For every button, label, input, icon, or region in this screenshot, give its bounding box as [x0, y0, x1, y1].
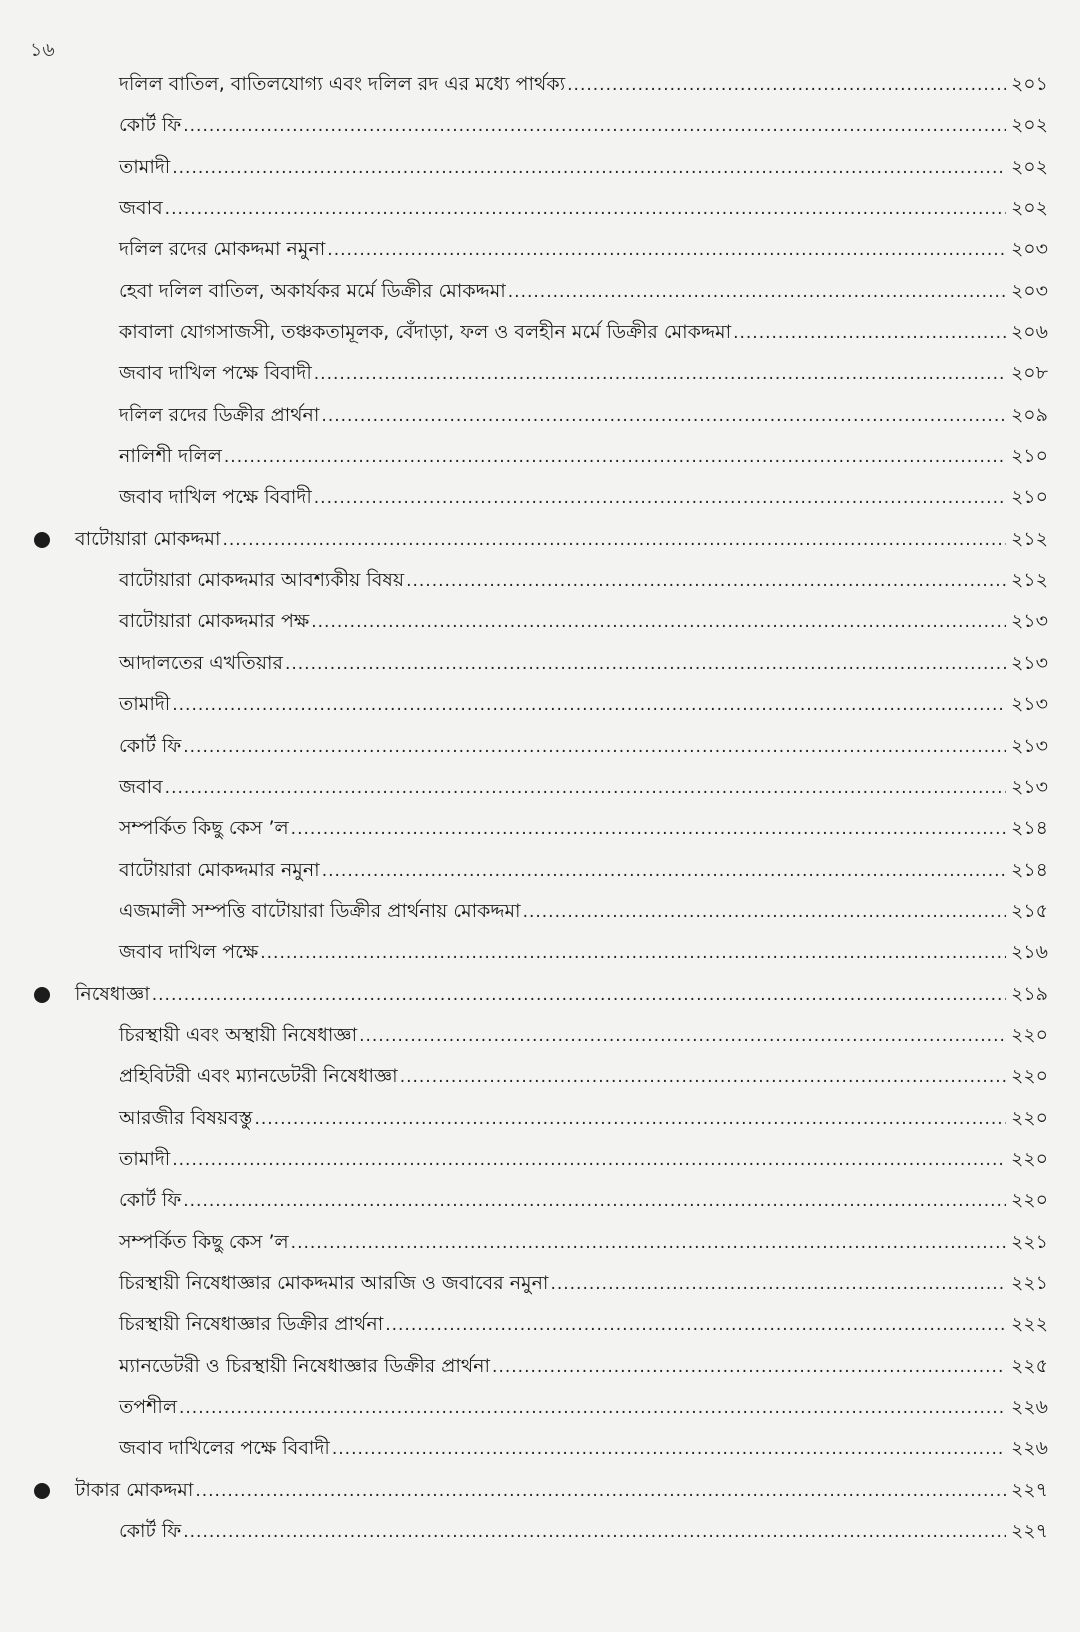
toc-entry	[28, 1056, 1048, 1097]
toc-entry-title: টাকার মোকদ্দমা	[75, 1478, 194, 1501]
toc-entry-title: তামাদী	[119, 693, 171, 716]
dot-leader	[179, 1388, 1006, 1429]
toc-entry-page: ২১৩	[1010, 610, 1048, 633]
bullet-icon	[34, 1483, 50, 1499]
toc-entry-title: প্রহিবিটরী এবং ম্যানডেটরী নিষেধাজ্ঞা	[119, 1065, 398, 1088]
dot-leader	[260, 933, 1006, 974]
toc-entry-page: ২২০	[1010, 1189, 1048, 1212]
toc-entry	[28, 395, 1048, 436]
toc-entry-title: সম্পর্কিত কিছু কেস ’ল	[119, 817, 289, 840]
dot-leader	[733, 313, 1006, 354]
toc-entry-title: নিষেধাজ্ঞা	[75, 982, 150, 1005]
dot-leader	[222, 520, 1006, 561]
toc-entry-page: ২১৯	[1010, 982, 1048, 1005]
toc-entry-title: বাটোয়ারা মোকদ্দমা	[75, 527, 221, 550]
dot-leader	[172, 685, 1006, 726]
toc-entry-title: দলিল বাতিল, বাতিলযোগ্য এবং দলিল রদ এর মধ্যে পার্থক্য	[119, 73, 566, 95]
bullet-icon	[34, 532, 50, 548]
toc-entry	[28, 1015, 1048, 1056]
dot-leader	[523, 892, 1006, 933]
toc-section-heading	[28, 974, 1048, 1015]
toc-entry	[28, 767, 1048, 808]
toc-entry-page: ২০২	[1010, 155, 1048, 178]
dot-leader	[254, 1099, 1006, 1140]
dot-leader	[492, 1347, 1006, 1388]
toc-entry-page: ২২০	[1010, 1147, 1048, 1170]
toc-entry	[28, 1098, 1048, 1139]
dot-leader	[195, 1471, 1006, 1512]
toc-entry-page: ২১৪	[1010, 858, 1048, 881]
toc-entry-page: ২১৪	[1010, 817, 1048, 840]
toc-entry-title: কোর্ট ফি	[119, 1520, 182, 1543]
toc-entry-title: কোর্ট ফি	[119, 734, 182, 757]
toc-entry	[28, 229, 1048, 270]
dot-leader	[385, 1305, 1006, 1346]
dot-leader	[165, 768, 1006, 809]
toc-entry	[28, 436, 1048, 477]
toc-entry-title: সম্পর্কিত কিছু কেস ’ল	[119, 1230, 289, 1253]
toc-entry	[28, 147, 1048, 188]
toc-entry-title: জবাব দাখিল পক্ষে	[119, 941, 259, 964]
toc-entry	[28, 312, 1048, 353]
toc-entry-title: তামাদী	[119, 155, 171, 178]
toc-entry	[28, 105, 1048, 146]
toc-entry	[28, 891, 1048, 932]
toc-entry-page: ২০৬	[1010, 321, 1048, 344]
toc-entry-page: ২০১	[1010, 73, 1048, 95]
dot-leader	[152, 975, 1006, 1016]
toc-entry	[28, 684, 1048, 725]
page-number: ১৬	[30, 39, 55, 61]
toc-entry	[28, 1346, 1048, 1387]
dot-leader	[314, 478, 1006, 519]
dot-leader	[165, 189, 1006, 230]
toc-entry-title: দলিল রদের ডিক্রীর প্রার্থনা	[119, 403, 320, 426]
toc-entry-page: ২২১	[1010, 1230, 1048, 1253]
dot-leader	[322, 851, 1006, 892]
toc-entry	[28, 1511, 1048, 1552]
toc-entry-page: ২১০	[1010, 445, 1048, 468]
dot-leader	[406, 561, 1006, 602]
toc-entry-page: ২০৩	[1010, 279, 1048, 302]
toc-entry-title: বাটোয়ারা মোকদ্দমার আবশ্যকীয় বিষয়	[119, 569, 405, 592]
toc-entry	[28, 560, 1048, 601]
toc-entry-title: নালিশী দলিল	[119, 445, 222, 468]
dot-leader	[400, 1057, 1006, 1098]
toc-entry-title: হেবা দলিল বাতিল, অকার্যকর মর্মে ডিক্রীর মোকদ্দমা	[119, 279, 506, 302]
toc-entry-page: ২০৯	[1010, 403, 1048, 426]
toc-entry	[28, 1304, 1048, 1345]
table-of-contents	[28, 64, 1048, 1552]
toc-entry-page: ২০৮	[1010, 362, 1048, 385]
toc-entry	[28, 1222, 1048, 1263]
toc-entry-page: ২২১	[1010, 1271, 1048, 1294]
toc-entry	[28, 271, 1048, 312]
toc-entry-page: ২১৩	[1010, 775, 1048, 798]
toc-entry-title: কোর্ট ফি	[119, 1189, 182, 1212]
toc-entry-title: কোর্ট ফি	[119, 114, 182, 137]
toc-entry	[28, 643, 1048, 684]
toc-entry-page: ২২৬	[1010, 1437, 1048, 1460]
toc-entry-title: তপশীল	[119, 1396, 177, 1418]
dot-leader	[311, 602, 1006, 643]
toc-entry-page: ২১২	[1010, 569, 1048, 592]
toc-entry-page: ২২০	[1010, 1106, 1048, 1129]
dot-leader	[332, 1429, 1006, 1470]
dot-leader	[314, 354, 1006, 395]
dot-leader	[321, 396, 1006, 437]
toc-entry-page: ২২৭	[1010, 1520, 1048, 1543]
toc-entry	[28, 188, 1048, 229]
toc-entry-title: জবাব দাখিল পক্ষে বিবাদী	[119, 486, 312, 509]
dot-leader	[183, 1181, 1006, 1222]
toc-entry	[28, 601, 1048, 642]
dot-leader	[508, 272, 1006, 313]
toc-entry	[28, 1139, 1048, 1180]
toc-entry-title: দলিল রদের মোকদ্দমা নমুনা	[119, 238, 326, 261]
dot-leader	[183, 727, 1006, 768]
dot-leader	[172, 1140, 1006, 1181]
toc-entry-title: চিরস্থায়ী নিষেধাজ্ঞার ডিক্রীর প্রার্থনা	[119, 1313, 384, 1336]
toc-entry-page: ২১৩	[1010, 693, 1048, 716]
toc-entry	[28, 1263, 1048, 1304]
toc-entry-page: ২১৩	[1010, 651, 1048, 674]
toc-entry-title: আদালতের এখতিয়ার	[119, 651, 283, 674]
toc-entry-page: ২১৫	[1010, 899, 1048, 922]
toc-entry	[28, 932, 1048, 973]
toc-entry-title: তামাদী	[119, 1147, 171, 1170]
toc-entry-page: ২২৭	[1010, 1478, 1048, 1501]
dot-leader	[327, 230, 1006, 271]
toc-entry-title: বাটোয়ারা মোকদ্দমার নমুনা	[119, 858, 320, 881]
toc-entry-title: চিরস্থায়ী নিষেধাজ্ঞার মোকদ্দমার আরজি ও জবাবের নমুনা	[119, 1271, 549, 1294]
toc-entry	[28, 64, 1048, 105]
toc-entry-page: ২২০	[1010, 1065, 1048, 1088]
toc-entry	[28, 850, 1048, 891]
dot-leader	[172, 148, 1006, 189]
toc-entry	[28, 808, 1048, 849]
dot-leader	[291, 809, 1006, 850]
toc-entry-title: জবাব দাখিল পক্ষে বিবাদী	[119, 362, 312, 385]
toc-entry	[28, 1387, 1048, 1428]
toc-entry	[28, 477, 1048, 518]
toc-entry-page: ২২২	[1010, 1313, 1048, 1336]
toc-entry	[28, 726, 1048, 767]
toc-entry	[28, 1428, 1048, 1469]
dot-leader	[291, 1223, 1006, 1264]
toc-section-heading	[28, 519, 1048, 560]
toc-entry-page: ২০৩	[1010, 238, 1048, 261]
toc-entry-page: ২২০	[1010, 1023, 1048, 1046]
toc-entry-page: ২২৬	[1010, 1396, 1048, 1418]
toc-entry-page: ২১২	[1010, 527, 1048, 550]
toc-entry-title: জবাব দাখিলের পক্ষে বিবাদী	[119, 1437, 330, 1460]
toc-entry-title: বাটোয়ারা মোকদ্দমার পক্ষ	[119, 610, 310, 633]
toc-entry-page: ২১৬	[1010, 941, 1048, 964]
dot-leader	[183, 1512, 1006, 1553]
toc-entry-page: ২০২	[1010, 114, 1048, 137]
dot-leader	[550, 1264, 1006, 1305]
toc-section-heading	[28, 1470, 1048, 1511]
toc-entry-title: জবাব	[119, 197, 163, 220]
toc-entry-page: ২২৫	[1010, 1354, 1048, 1377]
toc-entry-title: জবাব	[119, 775, 163, 798]
dot-leader	[224, 437, 1006, 478]
toc-entry	[28, 353, 1048, 394]
dot-leader	[285, 644, 1006, 685]
dot-leader	[183, 106, 1006, 147]
toc-entry-page: ২১৩	[1010, 734, 1048, 757]
toc-entry-page: ২১০	[1010, 486, 1048, 509]
toc-entry-title: আরজীর বিষয়বস্তু	[119, 1106, 253, 1129]
toc-entry-title: চিরস্থায়ী এবং অস্থায়ী নিষেধাজ্ঞা	[119, 1023, 358, 1046]
toc-entry-title: কাবালা যোগসাজসী, তঞ্চকতামূলক, বেঁদাড়া, ফল ও বলহীন মর্মে ডিক্রীর মোকদ্দমা	[119, 321, 732, 344]
toc-entry	[28, 1180, 1048, 1221]
dot-leader	[359, 1016, 1006, 1057]
toc-entry-title: ম্যানডেটরী ও চিরস্থায়ী নিষেধাজ্ঞার ডিক্রীর প্রার্থনা	[119, 1354, 491, 1377]
bullet-icon	[34, 987, 50, 1003]
toc-entry-page: ২০২	[1010, 197, 1048, 220]
dot-leader	[567, 65, 1006, 106]
toc-entry-title: এজমালী সম্পত্তি বাটোয়ারা ডিক্রীর প্রার্থনায় মোকদ্দমা	[119, 899, 521, 922]
